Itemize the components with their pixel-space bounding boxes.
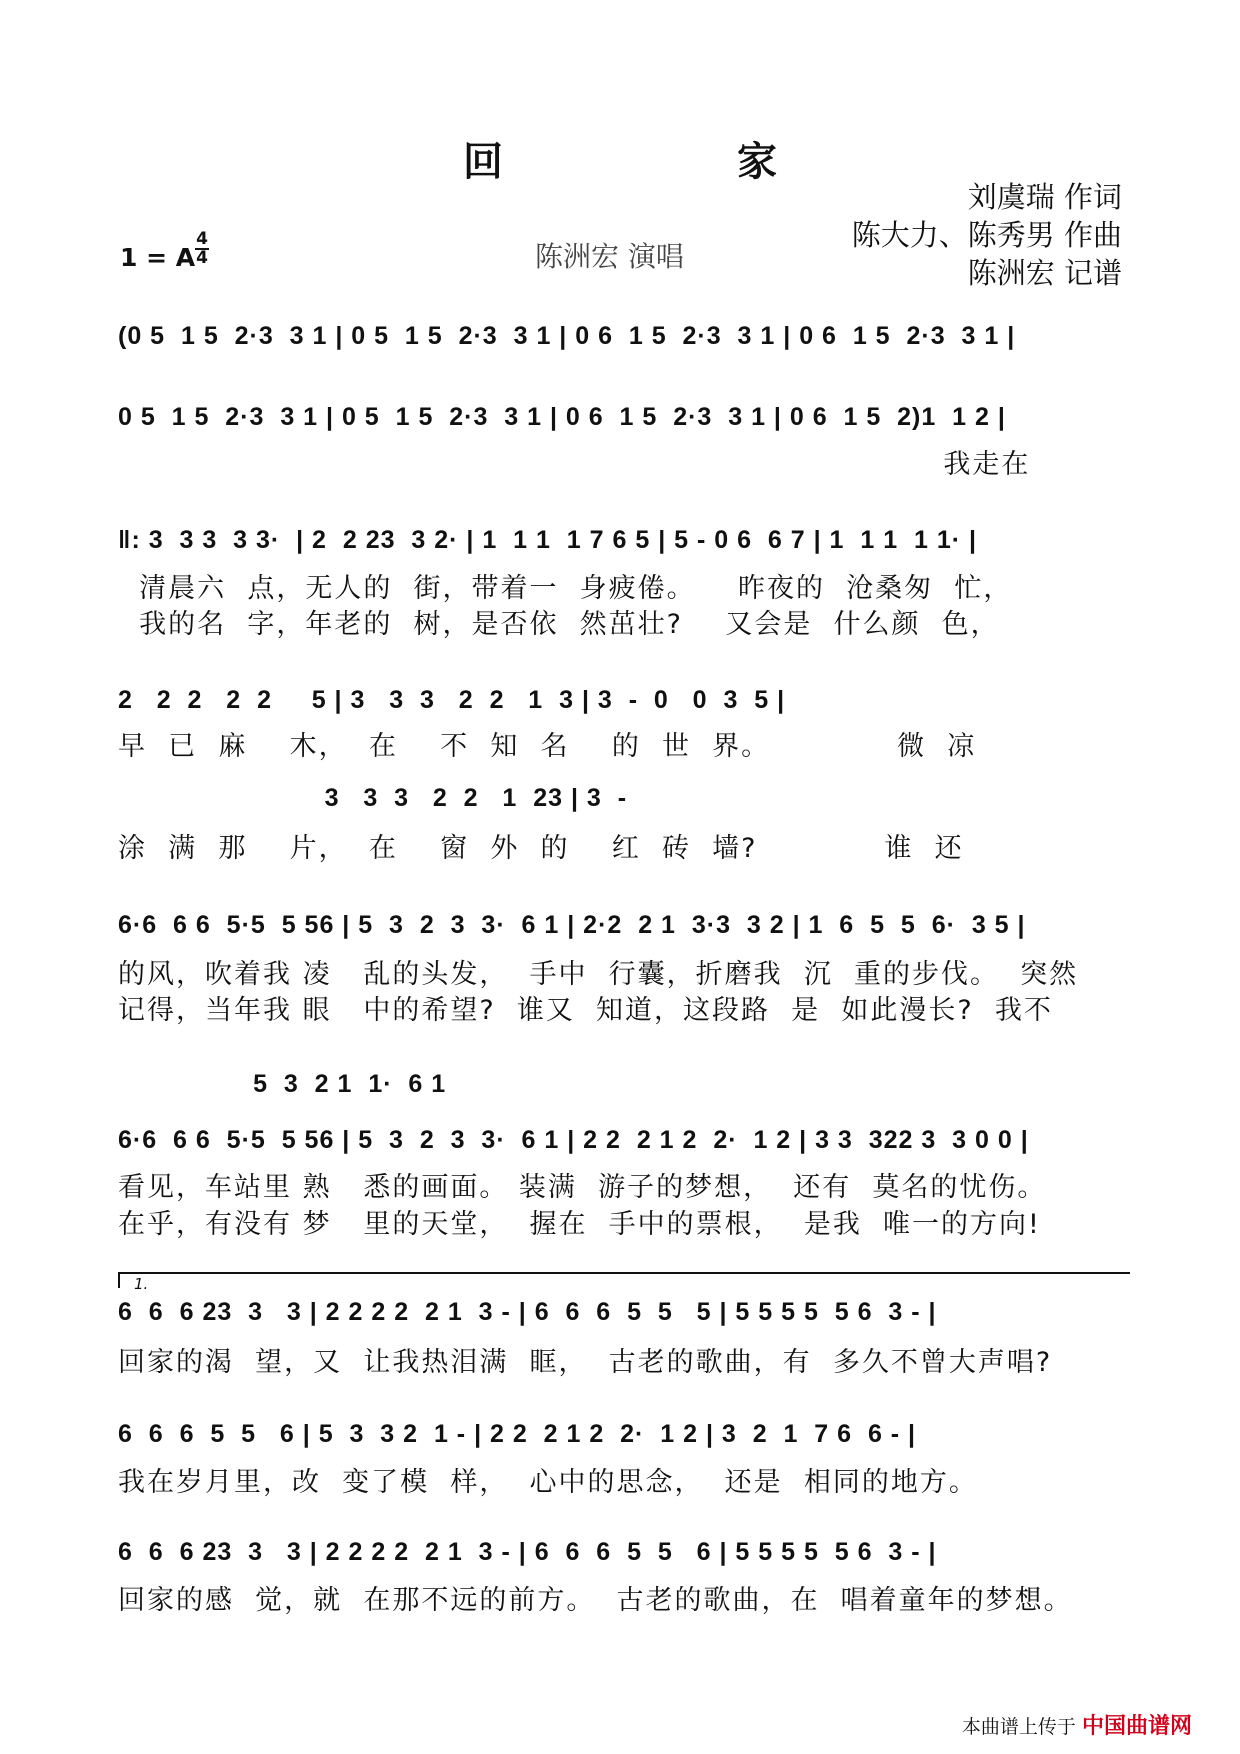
singer: 陈洲宏 演唱: [535, 240, 684, 273]
time-top: 4: [196, 229, 208, 249]
song-title: 回 家: [463, 138, 887, 185]
notation-line: ‖: 3 3 3 3 3· | 2 2 23 3 2· | 1 1 1 1 7 6 5 | 5 - 0 6 6 7 | 1 1 1 1 1· |: [118, 526, 978, 554]
key-signature: 1 = A: [120, 243, 196, 272]
lyric-line: 回家的感 觉，就 在那不远的前方。 古老的歌曲，在 唱着童年的梦想。: [118, 1585, 1073, 1616]
notation-line: 2 2 2 2 2 5 | 3 3 3 2 2 1 3 | 3 - 0 0 3 5 |: [118, 686, 786, 714]
lyric-line: 涂 满 那 片， 在 窗 外 的 红 砖 墙? 谁 还: [118, 833, 964, 864]
notation-line: (0 5 1 5 2·3 3 1 | 0 5 1 5 2·3 3 1 | 0 6 1 5 2·3 3 1 | 0 6 1 5 2·3 3 1 |: [118, 322, 1016, 350]
footer-watermark: [962, 1709, 1192, 1740]
notation-line: 0 5 1 5 2·3 3 1 | 0 5 1 5 2·3 3 1 | 0 6 1 5 2·3 3 1 | 0 6 1 5 2)1 1 2 |: [118, 403, 1006, 431]
notation-line: 6 6 6 5 5 6 | 5 3 3 2 1 - | 2 2 2 1 2 2· 1 2 | 3 2 1 7 6 6 - |: [118, 1420, 917, 1448]
notation-line: 6 6 6 23 3 3 | 2 2 2 2 2 1 3 - | 6 6 6 5 5 6 | 5 5 5 5 5 6 3 - |: [118, 1538, 937, 1566]
notation-row-alternate: [118, 1070, 1128, 1120]
ending-label: 1.: [134, 1275, 149, 1293]
first-ending-bracket: [118, 1272, 1130, 1293]
lyric-line: 清晨六 点，无人的 街，带着一 身疲倦。 昨夜的 沧桑匆 忙，: [118, 573, 1013, 604]
lyric-line: 我走在: [118, 449, 1031, 480]
site-brand-logo: 中国曲谱网: [1081, 1714, 1192, 1739]
footer-prefix: 本曲谱上传于: [961, 1716, 1076, 1738]
notation-line: 5 3 2 1 1· 6 1: [118, 1070, 447, 1098]
lyricist: 刘虞瑞 作词: [967, 180, 1122, 214]
lyric-line: 我在岁月里，改 变了模 样， 心中的思念， 还是 相同的地方。: [118, 1467, 978, 1498]
lyric-line: 回家的渴 望，又 让我热泪满 眶， 古老的歌曲，有 多久不曾大声唱?: [118, 1347, 1053, 1378]
notation-line: 6·6 6 6 5·5 5 56 | 5 3 2 3 3· 6 1 | 2 2 2 1 2 2· 1 2 | 3 3 322 3 3 0 0 |: [118, 1126, 1029, 1154]
notation-line: 6 6 6 23 3 3 | 2 2 2 2 2 1 3 - | 6 6 6 5 5 5 | 5 5 5 5 5 6 3 - |: [118, 1298, 937, 1326]
lyric-line: 看见，车站里 熟 悉的画面。 装满 游子的梦想， 还有 莫名的忧伤。: [118, 1172, 1047, 1203]
composer: 陈大力、陈秀男 作曲: [851, 218, 1122, 252]
transcriber: 陈洲宏 记谱: [967, 256, 1122, 290]
lyric-line: 早 已 麻 木， 在 不 知 名 的 世 界。 微 凉: [118, 731, 977, 762]
lyric-line: 在乎，有没有 梦 里的天堂， 握在 手中的票根， 是我 唯一的方向!: [118, 1209, 1041, 1240]
notation-row: [118, 322, 1128, 372]
lyric-line: 的风，吹着我 凌 乱的头发， 手中 行囊，折磨我 沉 重的步伐。 突然: [118, 959, 1079, 990]
time-bottom: 4: [196, 248, 208, 268]
lyric-line: 我的名 字，年老的 树，是否依 然茁壮? 又会是 什么颜 色，: [118, 609, 1000, 640]
credits: [852, 178, 1122, 292]
lyric-line: 记得，当年我 眼 中的希望? 谁又 知道，这段路 是 如此漫长? 我不: [118, 995, 1053, 1026]
time-signature: [195, 229, 209, 268]
notation-line: 6·6 6 6 5·5 5 56 | 5 3 2 3 3· 6 1 | 2·2 2 1 3·3 3 2 | 1 6 5 5 6· 3 5 |: [118, 911, 1026, 939]
notation-line: 3 3 3 2 2 1 23 | 3 -: [118, 784, 628, 812]
